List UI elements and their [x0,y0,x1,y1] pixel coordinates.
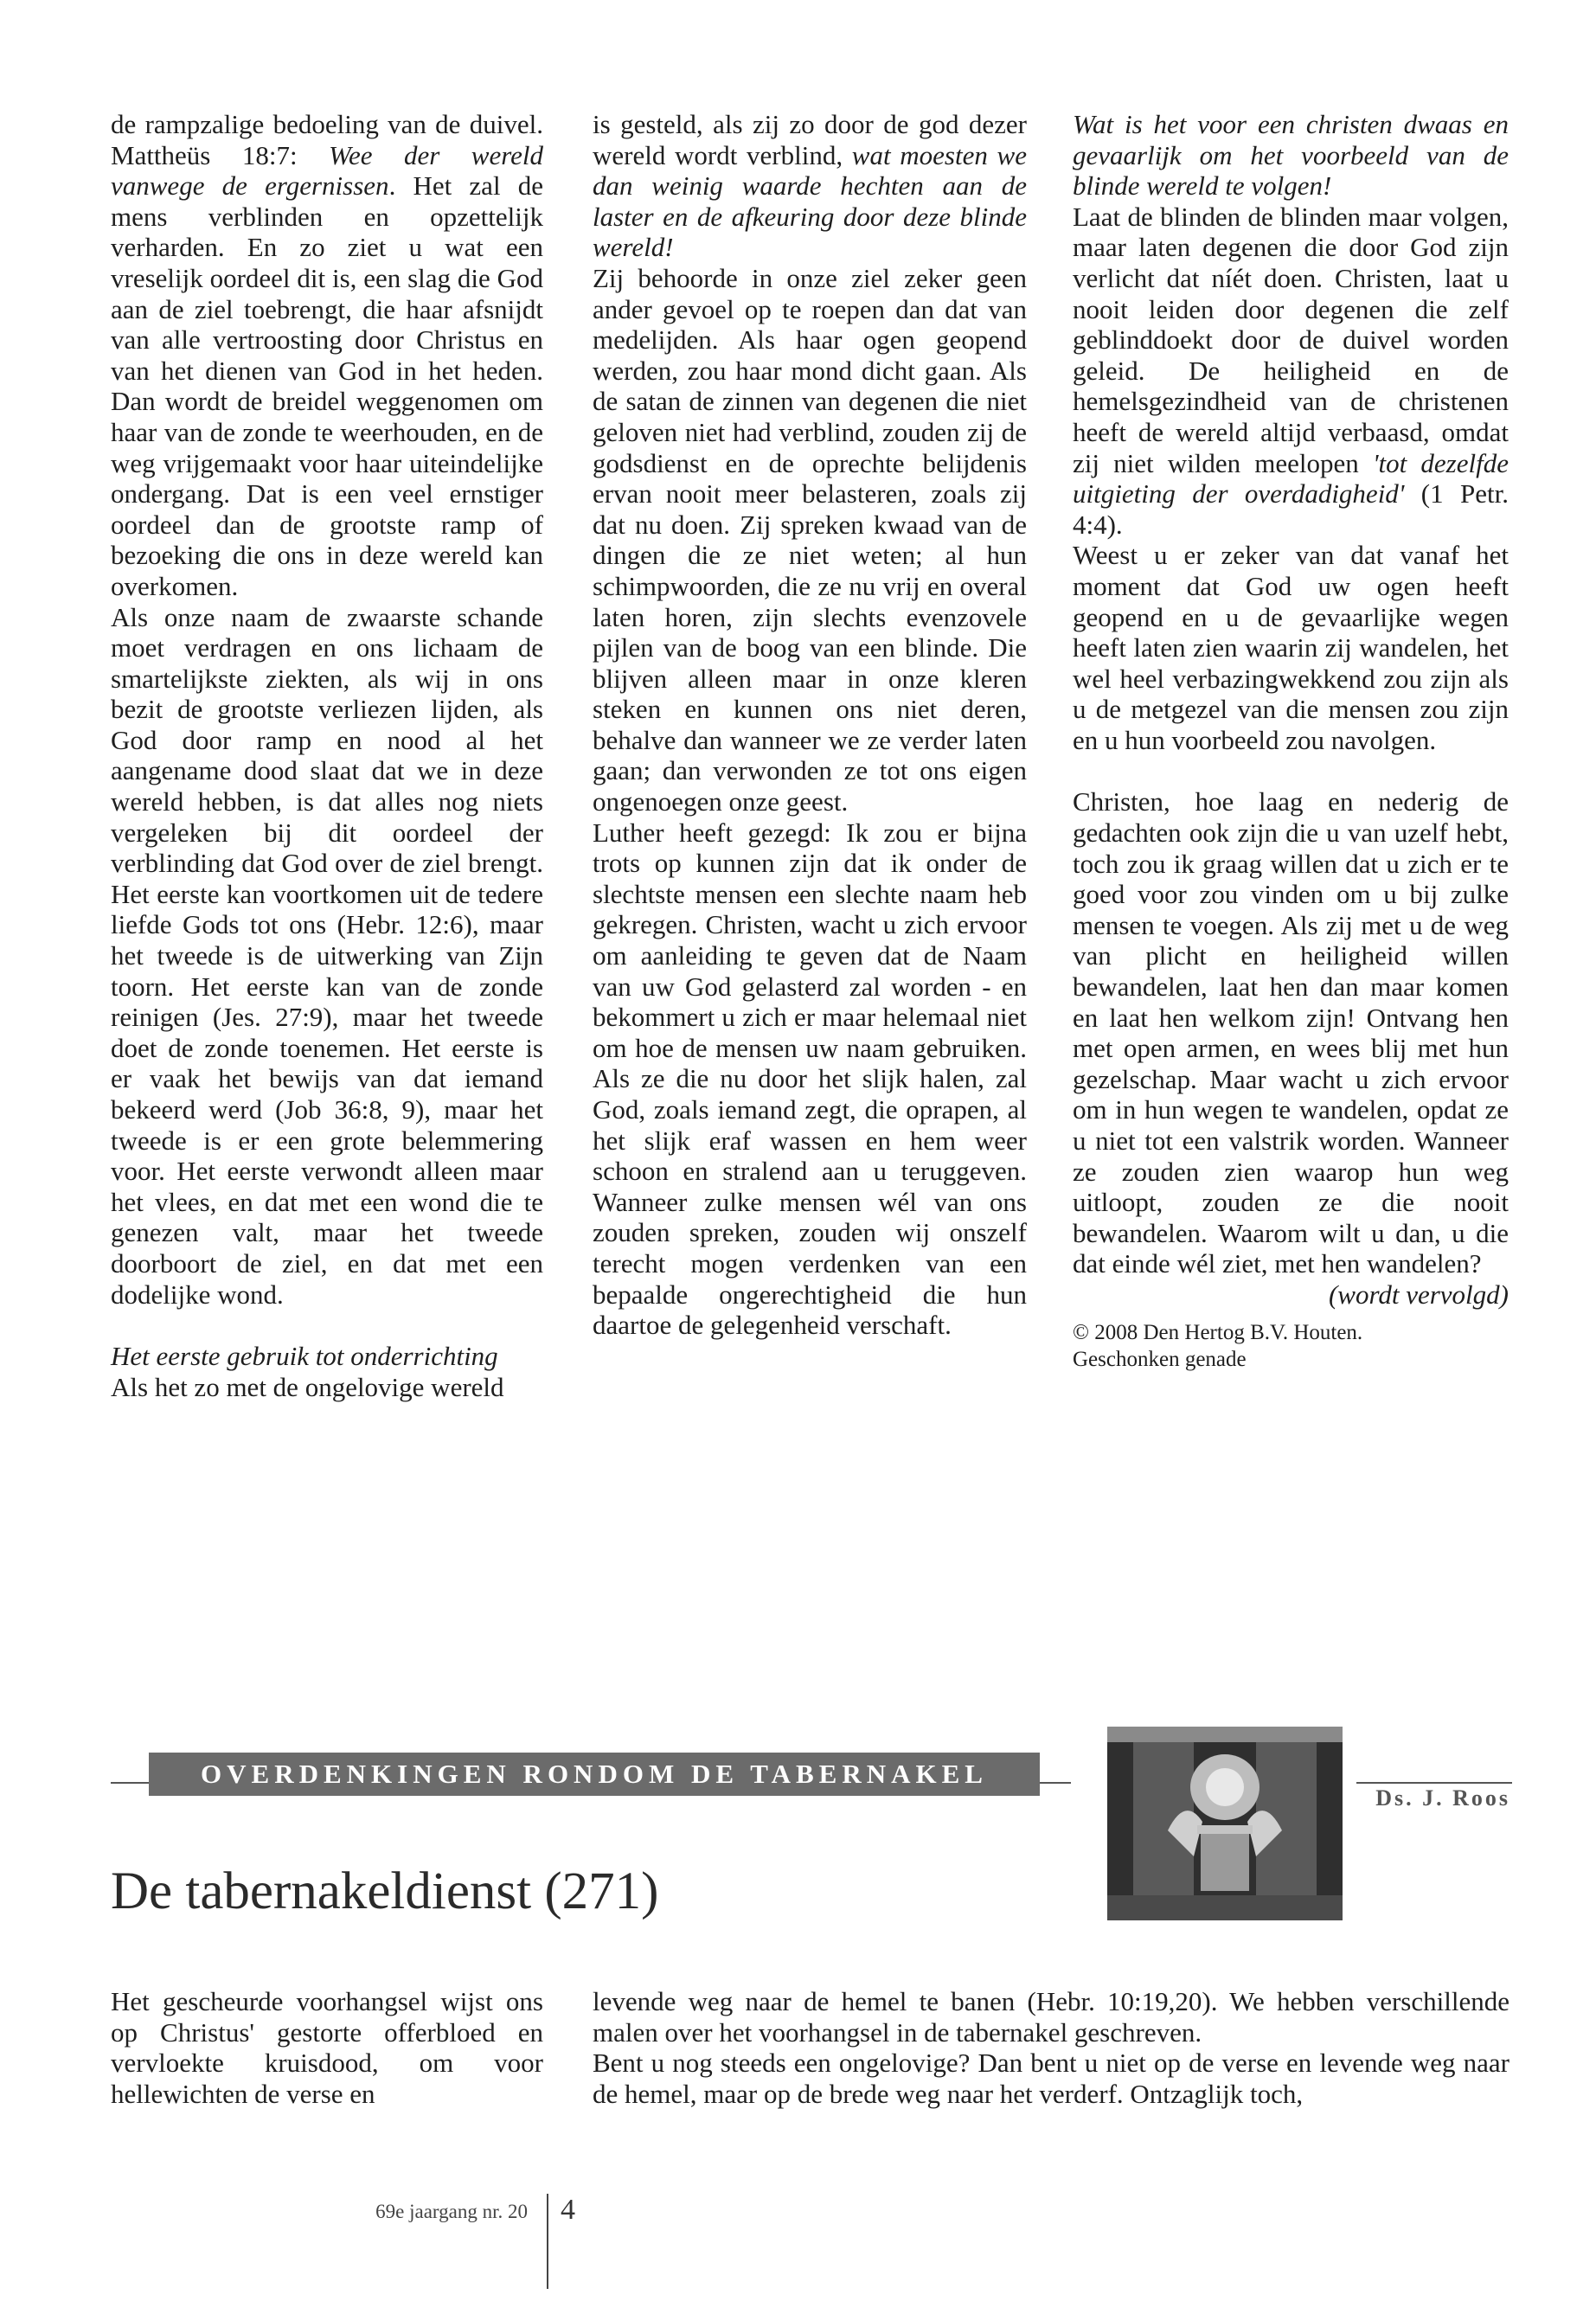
headline: De tabernakeldienst (271) [111,1862,659,1920]
to-be-continued: (wordt vervolgd) [1328,1279,1509,1310]
tabernacle-illustration [1107,1727,1343,1920]
paragraph: de rampzalige bedoeling van de duivel. Mattheüs 18:7: Wee der wereld vanwege de ergernissen. Het zal de mens verblinden en opzettelijk verharden. En zo ziet u wat een vreselijk oordeel dit is, een slag die God aan de ziel toebrengt, die haar afsnijdt van alle vertroosting door Christus en van het dienen van God in het heden. Dan wordt de breidel weggenomen om haar van de zonde te weerhouden, en de weg vrijgemaakt voor haar uiteindelijke ondergang. Dat is een veel ernstiger oordeel dan de grootste ramp of bezoeking die ons in deze wereld kan overkomen. [111,109,543,601]
paragraph: levende weg naar de hemel te banen (Hebr. 10:19,20). We hebben verschillende malen over het voorhangsel in de tabernakel geschreven. [593,1986,1509,2048]
column-2 [593,109,1027,1341]
source: Geschonken genade [1073,1347,1247,1371]
paragraph: Wat is het voor een christen dwaas en gevaarlijk om het voorbeeld van de blinde wereld te volgen! [1073,109,1509,202]
page-number: 4 [561,2194,575,2226]
paragraph: Bent u nog steeds een ongelovige? Dan bent u niet op de verse en levende weg naar de hemel, maar op de brede weg naar het verderf. Ontzaglijk toch, [593,2048,1509,2109]
bottom-column-2 [593,1986,1509,2109]
author: Ds. J. Roos [1375,1785,1510,1811]
footer-rule [547,2194,548,2289]
author-rule [1356,1782,1512,1784]
paragraph: Laat de blinden de blinden maar volgen, maar laten degenen die door God zijn verlicht dat níét doen. Christen, laat u nooit leiden door degenen die zelf geblinddoekt door de duivel worden geleid. De heiligheid en de hemelsgezindheid van de christenen heeft de wereld altijd verbaasd, omdat zij niet wilden meelopen 'tot dezelfde uitgieting der overdadigheid' (1 Petr. 4:4). [1073,201,1509,540]
paragraph: Zij behoorde in onze ziel zeker geen ander gevoel op te roepen dan dat van medelijden. Als haar ogen geopend werden, zou haar mond dicht gaan. Als de satan de zinnen van degenen die niet geloven niet had verblind, zouden zij de godsdienst en de oprechte belijdenis ervan nooit meer belasteren, zoals zij dat nu doen. Zij spreken kwaad van de dingen die ze niet weten; al hun schimpwoorden, die ze nu vrij en overal laten horen, zijn slechts evenzovele pijlen van de boog van een blinde. Die blijven alleen maar in onze kleren steken en kunnen ons niet deren, behalve dan wanneer we ze verder laten gaan; dan verwonden ze tot ons eigen ongenoegen onze geest. [593,262,1027,817]
paragraph: Als onze naam de zwaarste schande moet verdragen en ons lichaam de smartelijkste ziekten, als wij in ons bezit de grootste verliezen lijden, als God door ramp en nood al het aangename dood slaat dat we in deze wereld hebben, is dat alles nog niets vergeleken bij dit oordeel der verblinding dat God over de ziel brengt. Het eerste kan voortkomen uit de tedere liefde Gods tot ons (Hebr. 12:6), maar het tweede is de uitwerking van Zijn toorn. Het eerste kan van de zonde reinigen (Jes. 27:9), maar het tweede doet de zonde toenemen. Het eerste is er vaak het bewijs van dat iemand bekeerd werd (Job 36:8, 9), maar het tweede is er een grote belemmering voor. Het eerste verwondt alleen maar het vlees, en dat met een wond die te genezen valt, maar het tweede doorboort de ziel, en dat met een dodelijke wond. [111,601,543,1310]
paragraph: Luther heeft gezegd: Ik zou er bijna trots op kunnen zijn dat ik onder de slechtste mensen een slechte naam heb gekregen. Christen, wacht u zich ervoor om aanleiding te geven dat de Naam van uw God gelasterd zal worden - en bekommert u zich er maar helemaal niet om hoe de mensen uw naam gebruiken. Als ze die nu door het slijk halen, zal God, zoals iemand zegt, die oprapen, al het slijk eraf wassen en hem weer schoon en stralend aan u teruggeven. Wanneer zulke mensen wél van ons zouden spreken, zouden wij onszelf terecht mogen verdenken van een bepaalde ongerechtigheid die hun daartoe de gelegenheid verschaft. [593,817,1027,1341]
column-1 [111,109,543,1402]
paragraph: Weest u er zeker van dat vanaf het moment dat God uw ogen heeft geopend en u de gevaarlijke wegen heeft laten zien waarin zij wandelen, het wel heel verbazingwekkend zou zijn als u de metgezel van die mensen zou zijn en u hun voorbeeld zou navolgen. [1073,540,1509,755]
paragraph: Als het zo met de ongelovige wereld [111,1371,504,1402]
paragraph: Het gescheurde voorhangsel wijst ons op Christus' gestorte offerbloed en vervloekte kruisdood, om voor hellewichten de verse en [111,1986,543,2109]
subheading: Het eerste gebruik tot onderrichting [111,1341,498,1372]
column-3 [1073,109,1509,1373]
paragraph: Christen, hoe laag en nederig de gedachten ook zijn die u van uzelf hebt, toch zou ik graag willen dat u zich er te goed voor zou vinden om u bij zulke mensen te voegen. Als zij met u de weg van plicht en heiligheid willen bewandelen, laat hen dan maar komen en laat hen welkom zijn! Ontvang hen met open armen, en wees blij met hun gezelschap. Maar wacht u zich ervoor om in hun wegen te wandelen, opdat ze u niet tot een valstrik worden. Wanneer ze zouden zien waarop hun weg uitloopt, zouden ze die nooit bewandelen. Waarom wilt u dan, u die dat einde wél ziet, met hen wandelen? [1073,786,1509,1279]
bottom-column-1 [111,1986,543,2109]
paragraph: is gesteld, als zij zo door de god dezer wereld wordt verblind, wat moesten we dan weinig waarde hechten aan de laster en de afkeuring door deze blinde wereld! [593,109,1027,263]
section-banner: OVERDENKINGEN RONDOM DE TABERNAKEL [149,1753,1040,1796]
tabernacle-image [1107,1727,1343,1920]
copyright: © 2008 Den Hertog B.V. Houten. [1073,1320,1363,1344]
issue-info: 69e jaargang nr. 20 [375,2201,528,2222]
